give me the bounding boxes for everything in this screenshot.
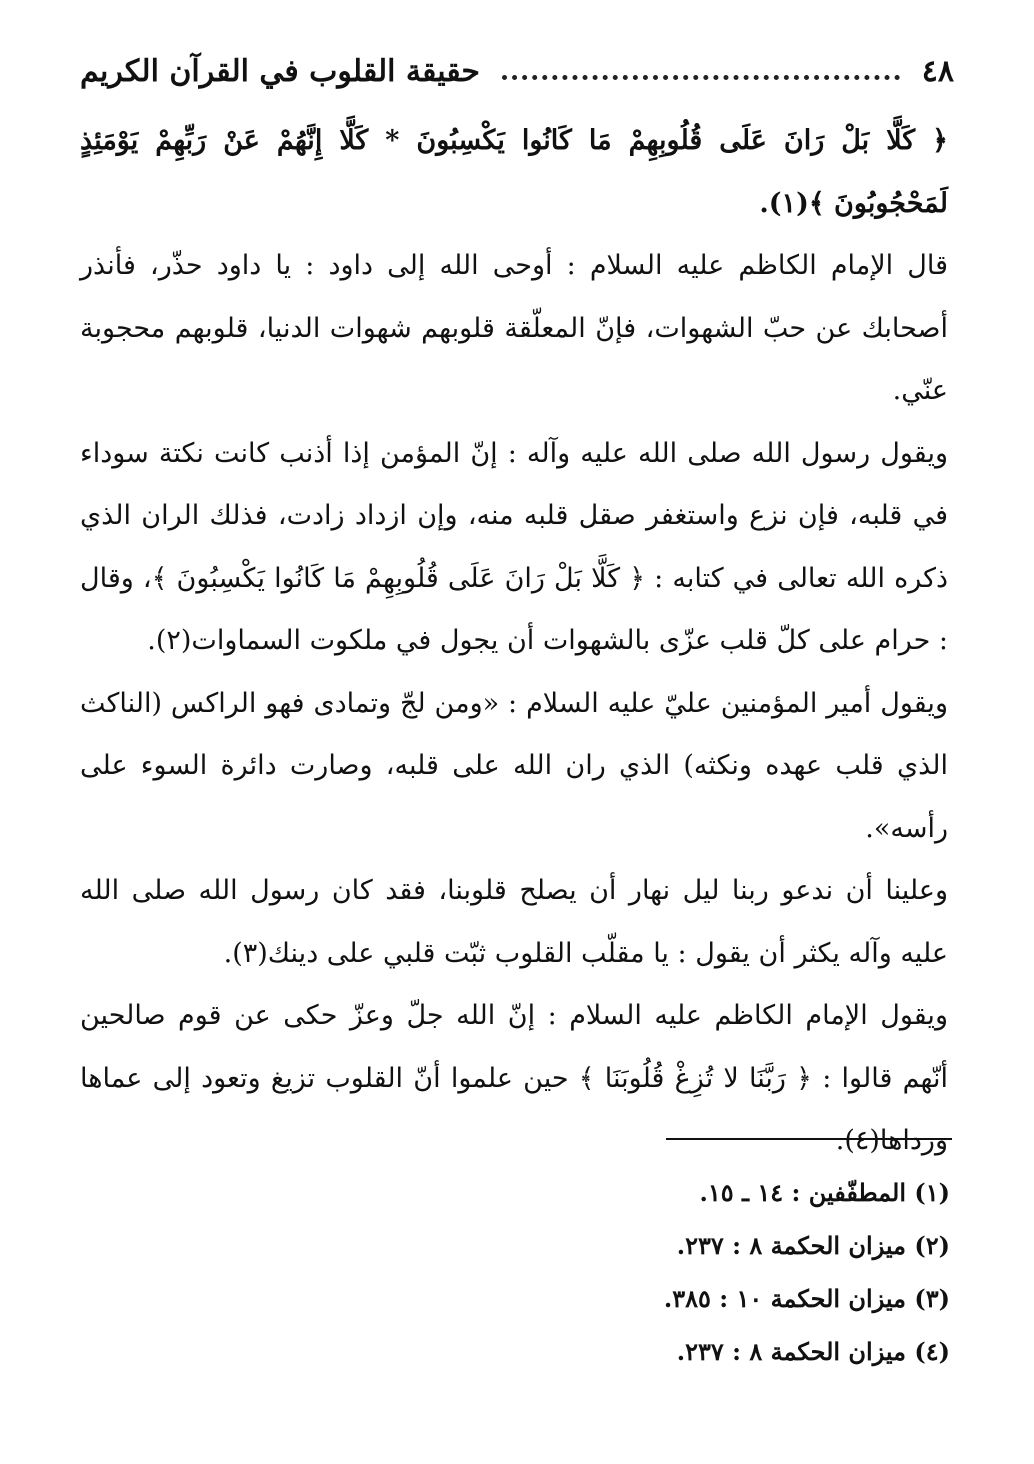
footnote-divider	[666, 1138, 952, 1140]
supplication-paragraph: وعلينا أن ندعو ربنا ليل نهار أن يصلح قلوبنا، فقد كان رسول الله صلى الله عليه وآله يكثر أن يقول : يا مقلّب القلوب ثبّت قلبي على دينك(٣).	[80, 875, 948, 969]
main-text	[80, 110, 948, 1173]
footnotes	[390, 1166, 950, 1378]
running-title: حقيقة القلوب في القرآن الكريم	[80, 53, 480, 89]
quran-verse-paragraph: ﴿ كَلَّا بَلْ رَانَ عَلَى قُلُوبِهِمْ مَا كَانُوا يَكْسِبُونَ * كَلَّا إِنَّهُمْ عَنْ رَبِّهِمْ يَوْمَئِذٍ لَمَحْجُوبُونَ ﴾(١).	[80, 125, 948, 219]
hadith-paragraph-prophet: ويقول رسول الله صلى الله عليه وآله : إنّ المؤمن إذا أذنب كانت نكتة سوداء في قلبه، فإن نزع واستغفر صقل قلبه منه، وإن ازداد زادت، فذلك الران الذي ذكره الله تعالى في كتابه : ﴿ كَلَّا بَلْ رَانَ عَلَى قُلُوبِهِمْ مَا كَانُوا يَكْسِبُونَ ﴾، وقال : حرام على كلّ قلب عزّى بالشهوات أن يجول في ملكوت السماوات(٢).	[80, 437, 948, 656]
footnote-1: (١) المطفّفين : ١٤ ـ ١٥.	[699, 1178, 950, 1207]
header-dot-leader	[502, 75, 900, 80]
hadith-paragraph-ali: ويقول أمير المؤمنين عليّ عليه السلام : «ومن لجّ وتمادى فهو الراكس (الناكث الذي قلب عهده ونكثه) الذي ران الله على قلبه، وصارت دائرة السوء على رأسه».	[80, 687, 948, 844]
hadith-paragraph-kazim: قال الإمام الكاظم عليه السلام : أوحى الله إلى داود : يا داود حذّر، فأنذر أصحابك عن حبّ الشهوات، فإنّ المعلّقة قلوبهم شهوات الدنيا، قلوبهم محجوبة عنّي.	[80, 250, 948, 406]
page-header	[80, 46, 954, 96]
page-number: ٤٨	[921, 53, 954, 89]
footnote-3: (٣) ميزان الحكمة ١٠ : ٣٨٥.	[663, 1284, 950, 1313]
footnote-4: (٤) ميزان الحكمة ٨ : ٢٣٧.	[676, 1337, 950, 1366]
footnote-2: (٢) ميزان الحكمة ٨ : ٢٣٧.	[676, 1231, 950, 1260]
hadith-paragraph-kazim-2: ويقول الإمام الكاظم عليه السلام : إنّ الله جلّ وعزّ حكى عن قوم صالحين أنّهم قالوا : ﴿ رَبَّنَا لا تُزِغْ قُلُوبَنَا ﴾ حين علموا أنّ القلوب تزيغ وتعود إلى عماها ورداها(٤).	[80, 1000, 948, 1156]
